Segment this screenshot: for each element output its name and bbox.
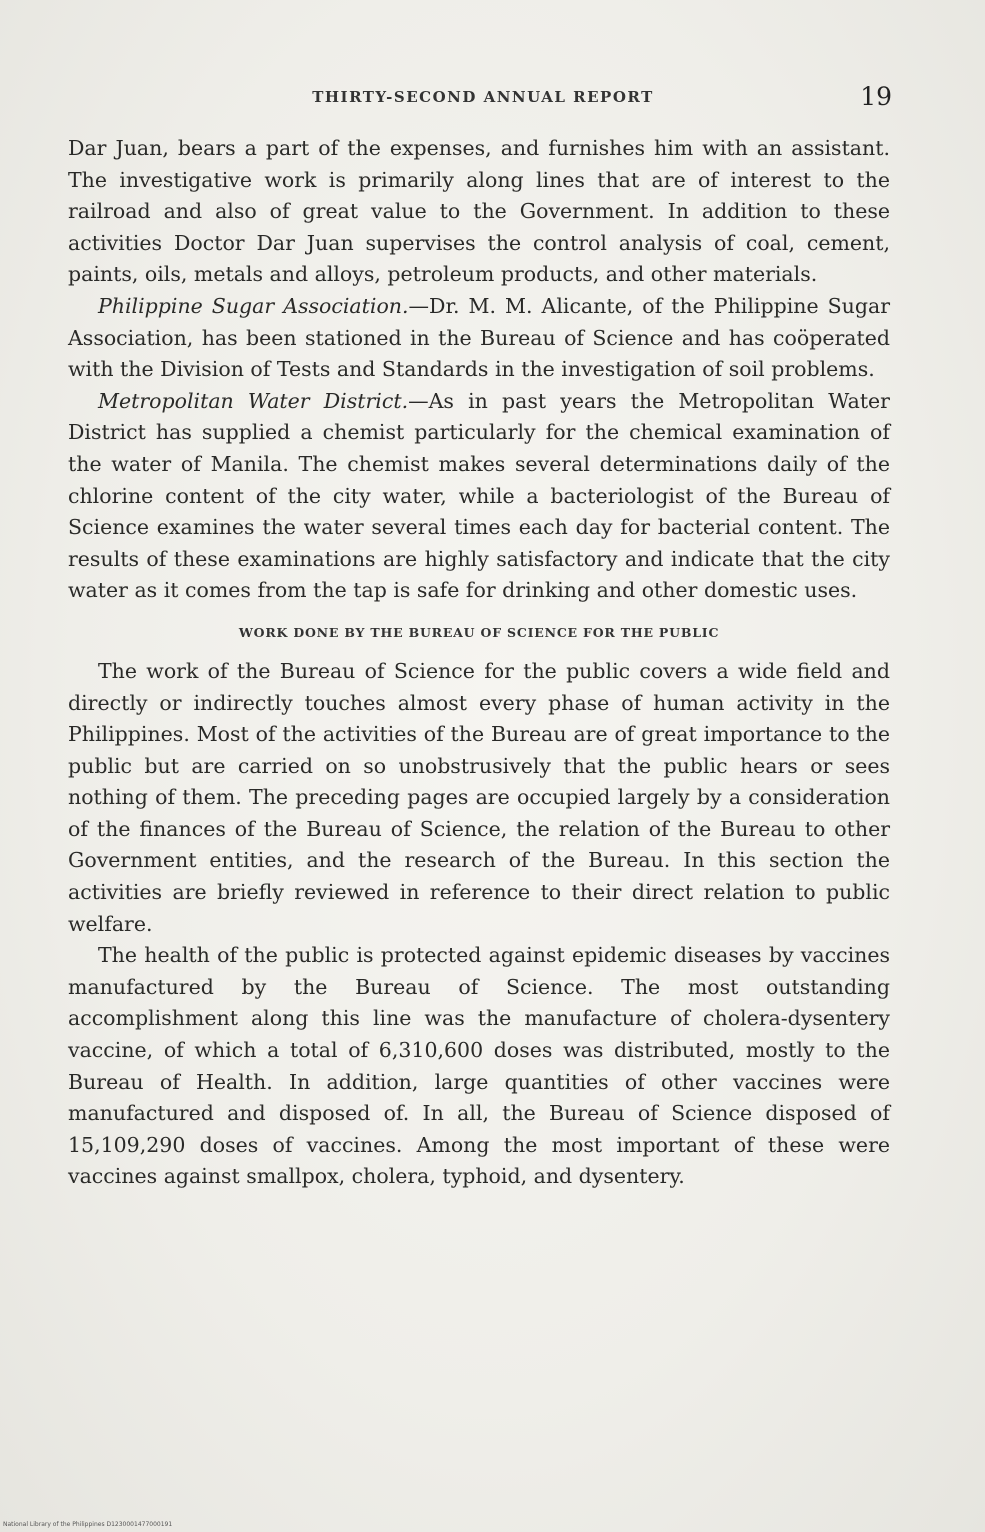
- paragraph-public-work: The work of the Bureau of Science for the public covers a wide field and directly or indirectly touches almost every phase of human activity in the Philippines. Most of the activities of the Bureau are of great importance to the public but are carried on so unobstrusively that the public hears or sees nothing of them. The preceding pages are occupied largely by a consideration of the finances of the Bureau of Science, the relation of the Bureau to other Government entities, and the research of the Bureau. In this section the activities are briefly reviewed in reference to their direct relation to public welfare.: [68, 658, 890, 936]
- paragraph-text: —As in past years the Metropolitan Water District has supplied a chemist particularly for the chemical examination of the water of Manila. The chemist makes several determinations daily of the chlorine content of the city water, while a bacteriologist of the Bureau of Science examines the water several times each day for bacterial content. The results of these examinations are highly satisfactory and indicate that the city water as it comes from the tap is safe for drinking and other domestic uses.: [68, 388, 890, 603]
- run-in-heading: Metropolitan Water District.: [98, 388, 409, 413]
- paragraph-water-district: [68, 386, 890, 607]
- run-in-heading: Philippine Sugar Association.: [98, 293, 409, 318]
- body-text: [68, 133, 890, 1193]
- page-number: 19: [860, 82, 892, 111]
- paragraph-vaccines: The health of the public is protected against epidemic diseases by vaccines manufactured by the Bureau of Science. The most outstanding accomplishment along this line was the manufacture of cholera-dysentery vaccine, of which a total of 6,310,600 doses was distributed, mostly to the Bureau of Health. In addition, large quantities of other vaccines were manufactured and disposed of. In all, the Bureau of Science disposed of 15,109,290 doses of vaccines. Among the most important of these were vaccines against smallpox, cholera, typhoid, and dysentery.: [68, 943, 890, 1189]
- library-stamp: National Library of the Philippines D1230001477000191: [3, 1521, 173, 1528]
- running-header: [68, 82, 898, 112]
- paragraph-continuation: Dar Juan, bears a part of the expenses, and furnishes him with an assistant. The investigative work is primarily along lines that are of interest to the railroad and also of great value to the Government. In addition to these activities Doctor Dar Juan supervises the control analysis of coal, cement, paints, oils, metals and alloys, petroleum products, and other materials.: [68, 136, 890, 287]
- paragraph-sugar-association: [68, 291, 890, 386]
- paragraph-text: —Dr. M. M. Alicante, of the Philippine Sugar Association, has been stationed in the Bureau of Science and has coöperated with the Division of Tests and Standards in the investigation of soil problems.: [68, 293, 890, 382]
- running-title: THIRTY-SECOND ANNUAL REPORT: [312, 88, 654, 106]
- section-heading: WORK DONE BY THE BUREAU OF SCIENCE FOR THE PUBLIC: [238, 624, 720, 640]
